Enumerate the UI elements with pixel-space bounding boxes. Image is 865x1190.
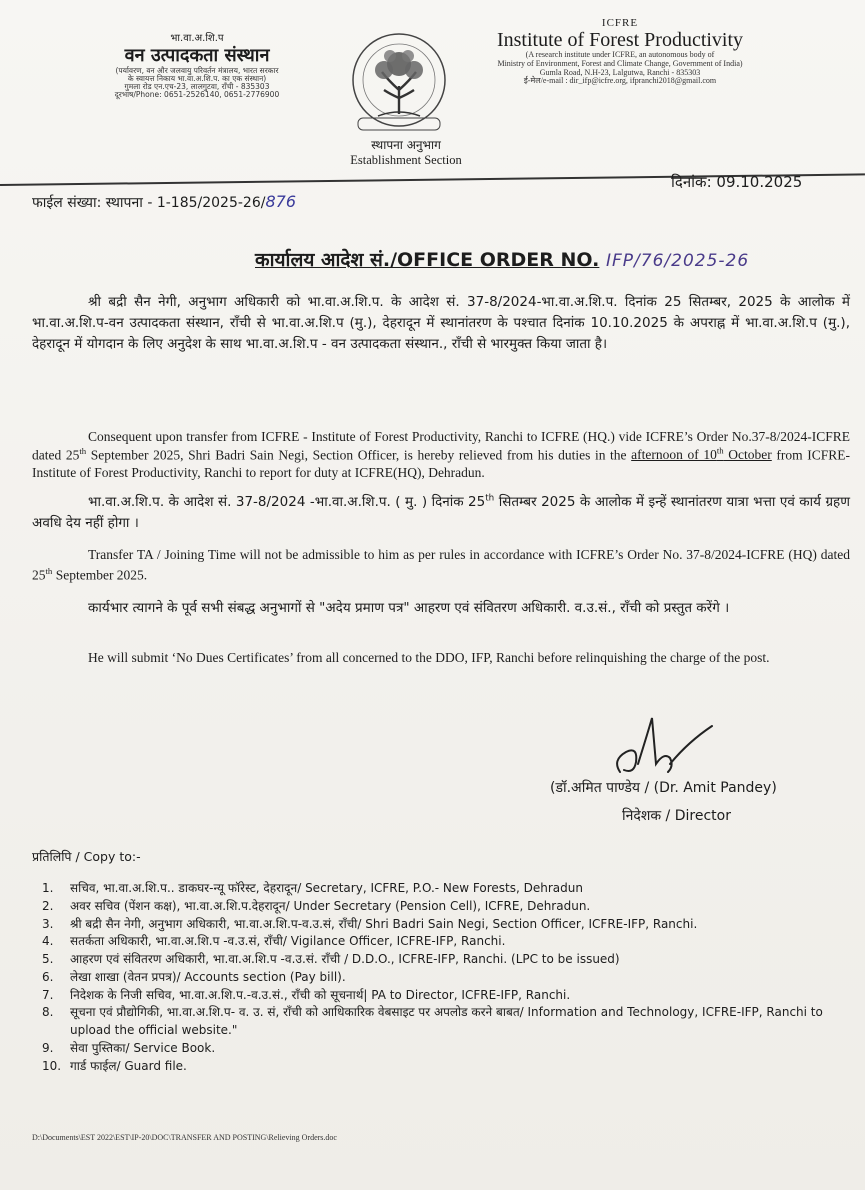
office-order-number-handwritten: IFP/76/2025-26 [606,251,750,271]
paragraph-1-english [32,428,850,481]
p1-english-b: September 2025, Shri Badri Sain Negi, Section Officer, is hereby relieved from his duties in the [86,447,632,463]
copy-to-item [42,916,842,934]
copy-to-item-text: गार्ड फाईल/ Guard file. [70,1058,187,1073]
header-left-line3: गुमला रोड एन.एच-23, लालगुटवा, राँची - 835303 [124,82,270,92]
paragraph-3-hindi: कार्यभार त्यागने के पूर्व सभी संबद्ध अनुभागों से "अदेय प्रमाण पत्र" आहरण एवं संवितरण अधिकारी. व.उ.सं., राँची को प्रस्तुत करेंगे । [88,600,730,616]
section-english: Establishment Section [350,152,462,167]
header-right [470,17,770,86]
copy-to-item [42,1004,842,1040]
p1-english-sup1: th [79,445,87,456]
file-number-handwritten: 876 [265,192,296,211]
signatory-name: (डॉ.अमित पाण्डेय / (Dr. Amit Pandey) [550,780,777,796]
copy-to-item-text: अवर सचिव (पेंशन कक्ष), भा.वा.अ.शि.प.देहरादून/ Under Secretary (Pension Cell), ICFRE, Dehradun. [70,898,591,913]
p1-english-sup2: th [716,445,724,456]
file-number [32,192,296,212]
p2-hindi-b: सितम्बर 2025 के आलोक में इन्हें स्थानांतरण यात्रा भत्ता एवं कार्य ग्रहण अवधि देय नहीं होगा । [32,494,850,531]
paragraph-3-english: He will submit ‘No Dues Certificates’ from all concerned to the DDO, IFP, Ranchi before relinquishing the charge of the post. [88,650,770,665]
copy-to-item-text: सूचना एवं प्रौद्योगिकी, भा.वा.अ.शि.प- व. उ. सं, राँची को आधिकारिक वेबसाइट पर अपलोड करने बाबत/ Information and Technology, ICFRE-IFP, Ranchi to upload the official website." [70,1005,823,1037]
p1-english-u2: October [723,447,772,463]
copy-to-list [42,880,842,1075]
section-heading [326,139,486,167]
header-right-line4: ई-मेल/e-mail : dir_ifp@icfre.org, ifpranchi2018@gmail.com [523,76,717,86]
copy-to-item-number: 6. [42,969,54,984]
copy-to-label: प्रतिलिपि / Copy to:- [32,849,141,864]
copy-to-item-number: 3. [42,916,54,931]
footer-file-path: D:\Documents\EST 2022\EST\IP-20\DOC\TRANSFER AND POSTING\Relieving Orders.doc [32,1133,337,1142]
copy-to-item [42,1040,842,1058]
office-order-label: कार्यालय आदेश सं./OFFICE ORDER NO. [255,249,600,271]
header-left [82,34,312,99]
copy-to-item [42,898,842,916]
section-hindi: स्थापना अनुभाग [371,138,441,152]
header-left-abbr: भा.वा.अ.शि.प [170,33,224,44]
copy-to-item-number: 5. [42,952,54,966]
paragraph-2-english [32,546,850,585]
copy-to-item [42,987,842,1005]
paragraph-1-hindi: श्री बद्री सैन नेगी, अनुभाग अधिकारी को भा.वा.अ.शि.प. के आदेश सं. 37-8/2024-भा.वा.अ.शि.प. दिनांक 25 सितम्बर, 2025 के आलोक में भा.वा.अ.शि.प-वन उत्पादकता संस्थान, राँची से भा.वा.अ.शि.प (मु.), देहरादून में स्थानांतरण के पश्चात दिनांक 10.10.2025 के अपराह्न में भा.वा.अ.शि.प (मु.), देहरादून में योगदान के लिए अनुदेश के साथ भा.वा.अ.शि.प - वन उत्पादकता संस्थान., राँची से भारमुक्त किया जाता है। [32,294,850,352]
p2-english-a: Transfer TA / Joining Time will not be admissible to him as per rules in accordance with ICFRE’s Order No. 37-8/2024-ICFRE (HQ) dated 25 [32,547,850,583]
copy-to-item [42,880,842,898]
order-date: दिनांक: 09.10.2025 [671,173,803,191]
copy-to-item-text: सचिव, भा.वा.अ.शि.प.. डाकघर-न्यू फॉरेस्ट, देहरादून/ Secretary, ICFRE, P.O.- New Forests, Dehradun [70,881,583,895]
office-order-heading [255,246,749,272]
copy-to-item-text: लेखा शाखा (वेतन प्रपत्र)/ Accounts section (Pay bill). [70,969,346,984]
p1-english-u1: afternoon of 10 [631,447,717,463]
copy-to-item-text: आहरण एवं संवितरण अधिकारी, भा.वा.अ.शि.प -व.उ.सं. राँची / D.D.O., ICFRE-IFP, Ranchi. (LPC to be issued) [70,952,620,966]
p2-hindi-sup: th [485,493,495,504]
header-right-line1: (A research institute under ICFRE, an autonomous body of [525,50,715,60]
header-right-line3: Gumla Road, N.H-23, Lalgutwa, Ranchi - 835303 [539,67,701,77]
icfre-label: ICFRE [601,17,639,29]
copy-to-item-number: 8. [42,1005,54,1020]
copy-to-item [42,969,842,987]
header-right-line2: Ministry of Environment, Forest and Climate Change, Government of India) [497,58,743,68]
copy-to-item-text: निदेशक के निजी सचिव, भा.वा.अ.शि.प.-व.उ.सं., राँची को सूचनार्थ| PA to Director, ICFRE-IFP, Ranchi. [70,987,571,1002]
p2-english-b: September 2025. [52,567,148,583]
header-left-line2: के स्वायत्त निकाय भा.वा.अ.शि.प. का एक संस्थान) [127,74,267,84]
p1-english-a: Consequent upon transfer from ICFRE - Institute of Forest Productivity, Ranchi to ICFRE (HQ.) vide ICFRE’s Order No.37-8/2024-ICFRE dated 25 [32,429,850,463]
copy-to-item [42,951,842,969]
copy-to-item-number: 4. [42,934,54,949]
p1-english-c: from ICFRE-Institute of Forest Productivity, Ranchi to report for duty at ICFRE(HQ), Dehradun. [32,447,850,480]
copy-to-item-number: 1. [42,881,54,895]
institute-name-hindi: वन उत्पादकता संस्थान [124,44,270,66]
copy-to-item-number: 7. [42,987,54,1002]
signatory-designation: निदेशक / Director [622,808,731,824]
copy-to-item-text: श्री बद्री सैन नेगी, अनुभाग अधिकारी, भा.वा.अ.शि.प-व.उ.सं, राँची/ Shri Badri Sain Negi, Section Officer, ICFRE-IFP, Ranchi. [70,916,698,931]
header-left-line4: दूरभाष/Phone: 0651-2526140, 0651-2776900 [114,90,280,100]
copy-to-item-number: 9. [42,1040,54,1055]
paragraph-2-hindi [32,492,850,534]
header-left-line1: (पर्यावरण, वन और जलवायु परिवर्तन मंत्रालय, भारत सरकार [115,66,279,76]
p2-english-sup: th [45,565,53,576]
copy-to-item-number: 2. [42,898,54,913]
institute-logo-tree-icon [338,28,460,136]
copy-to-item-text: सतर्कता अधिकारी, भा.वा.अ.शि.प -व.उ.सं, राँची/ Vigilance Officer, ICFRE-IFP, Ranchi. [70,934,506,949]
copy-to-item [42,1058,842,1076]
copy-to-item [42,933,842,951]
file-number-label: फाईल संख्या: स्थापना - 1-185/2025-26/ [32,195,266,211]
copy-to-item-text: सेवा पुस्तिका/ Service Book. [70,1040,216,1055]
institute-name-english: Institute of Forest Productivity [496,29,744,52]
p2-hindi-a: भा.वा.अ.शि.प. के आदेश सं. 37-8/2024 -भा.वा.अ.शि.प. ( मु. ) दिनांक 25 [88,494,486,510]
copy-to-item-number: 10. [42,1058,62,1073]
